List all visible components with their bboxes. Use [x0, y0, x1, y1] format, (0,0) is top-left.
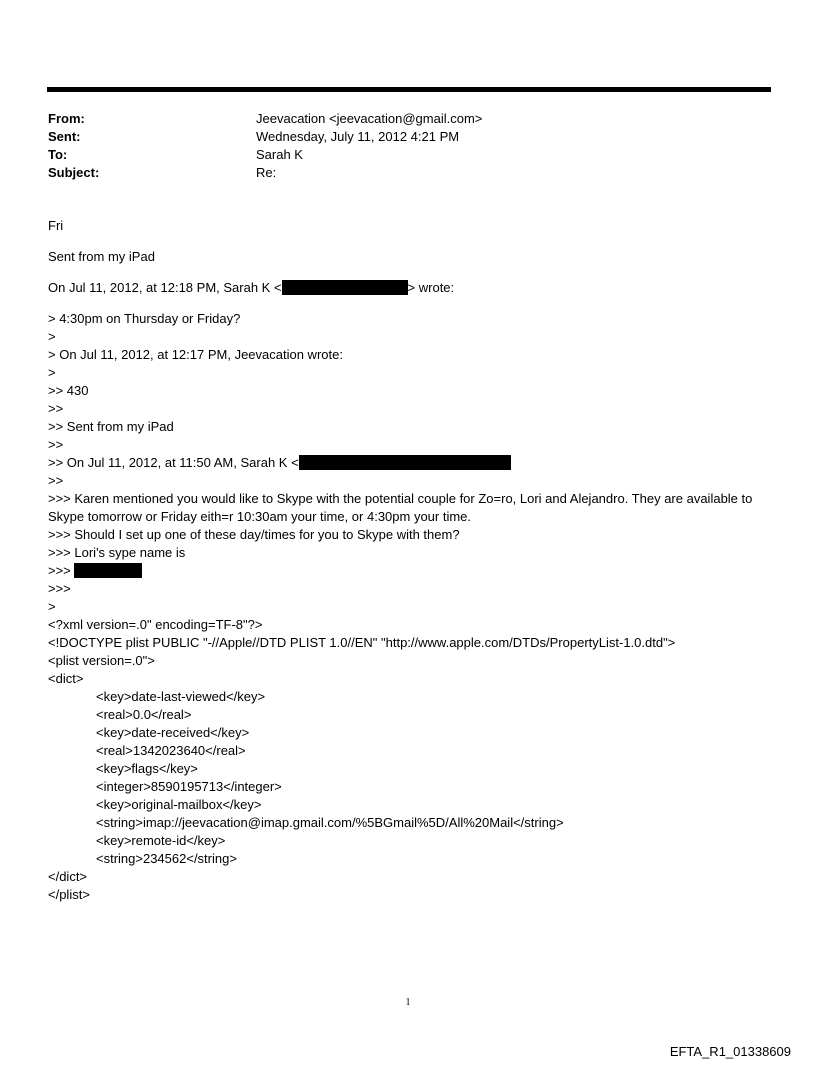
- quote-line: >>: [48, 401, 64, 416]
- page-number: 1: [405, 997, 411, 1008]
- xml-line: <!DOCTYPE plist PUBLIC "-//Apple//DTD PLIST 1.0//EN" "http://www.apple.com/DTDs/PropertyList-1.0.dtd">: [48, 635, 676, 650]
- xml-line: <integer>8590195713</integer>: [96, 779, 282, 794]
- sent-row: [48, 128, 482, 146]
- subject-label: Subject:: [48, 165, 100, 180]
- quote-line: >>: [48, 437, 64, 452]
- redaction-block: [299, 455, 511, 470]
- to-label: To:: [48, 147, 68, 162]
- xml-line: </plist>: [48, 887, 90, 902]
- redaction-block: [282, 280, 408, 295]
- sent-value: Wednesday, July 11, 2012 4:21 PM: [256, 129, 460, 144]
- quote-line: [48, 454, 773, 472]
- xml-line: <real>1342023640</real>: [96, 743, 246, 758]
- from-value: Jeevacation <jeevacation@gmail.com>: [256, 111, 483, 126]
- quote-prefix: >>>: [48, 563, 71, 578]
- quote-line: >: [48, 365, 56, 380]
- wrote-prefix: On Jul 11, 2012, at 12:18 PM, Sarah K <: [48, 280, 282, 295]
- quote-line: >>>: [48, 581, 71, 596]
- wrote-suffix: > wrote:: [407, 280, 455, 295]
- quote-line: >: [48, 599, 56, 614]
- xml-line: <key>date-received</key>: [96, 725, 250, 740]
- to-row: [48, 146, 482, 164]
- subject-row: [48, 164, 482, 182]
- quote-line: > 4:30pm on Thursday or Friday?: [48, 311, 241, 326]
- quote-line: >> Sent from my iPad: [48, 419, 174, 434]
- bates-number: EFTA_R1_01338609: [669, 1044, 791, 1059]
- redaction-block: [74, 563, 142, 578]
- xml-line: </dict>: [48, 869, 88, 884]
- body-line: Fri: [48, 218, 64, 233]
- xml-line: <string>imap://jeevacation@imap.gmail.com/%5BGmail%5D/All%20Mail</string>: [96, 815, 564, 830]
- from-label: From:: [48, 111, 85, 126]
- xml-line: <key>flags</key>: [96, 761, 198, 776]
- xml-line: <real>0.0</real>: [96, 707, 192, 722]
- quote-line: > On Jul 11, 2012, at 12:17 PM, Jeevacation wrote:: [48, 347, 343, 362]
- sent-label: Sent:: [48, 129, 81, 144]
- xml-line: <?xml version=.0" encoding=TF-8"?>: [48, 617, 263, 632]
- quote-prefix: >> On Jul 11, 2012, at 11:50 AM, Sarah K <: [48, 455, 299, 470]
- to-value: Sarah K: [256, 147, 303, 162]
- xml-line: <key>date-last-viewed</key>: [96, 689, 266, 704]
- email-body: [48, 217, 773, 904]
- xml-line: <key>remote-id</key>: [96, 833, 226, 848]
- xml-line: <string>234562</string>: [96, 851, 237, 866]
- xml-line: <key>original-mailbox</key>: [96, 797, 262, 812]
- xml-line: <dict>: [48, 671, 84, 686]
- quote-line: >>: [48, 473, 64, 488]
- quote-line: [48, 562, 773, 580]
- quote-line: >>> Karen mentioned you would like to Skype with the potential couple for Zo=ro, Lori and Alejandro. They are available to Skype tomorrow or Friday eith=r 10:30am your time, or 4:30pm your time.: [48, 491, 756, 524]
- email-header: [48, 110, 482, 182]
- quote-line: >: [48, 329, 56, 344]
- from-row: [48, 110, 482, 128]
- wrote-line: [48, 279, 773, 297]
- xml-line: <plist version=.0">: [48, 653, 155, 668]
- body-line: Sent from my iPad: [48, 249, 155, 264]
- quote-line: >> 430: [48, 383, 89, 398]
- quote-line: >>> Should I set up one of these day/times for you to Skype with them?: [48, 527, 460, 542]
- header-rule: [47, 87, 771, 92]
- subject-value: Re:: [256, 165, 277, 180]
- quote-line: >>> Lori's sype name is: [48, 545, 186, 560]
